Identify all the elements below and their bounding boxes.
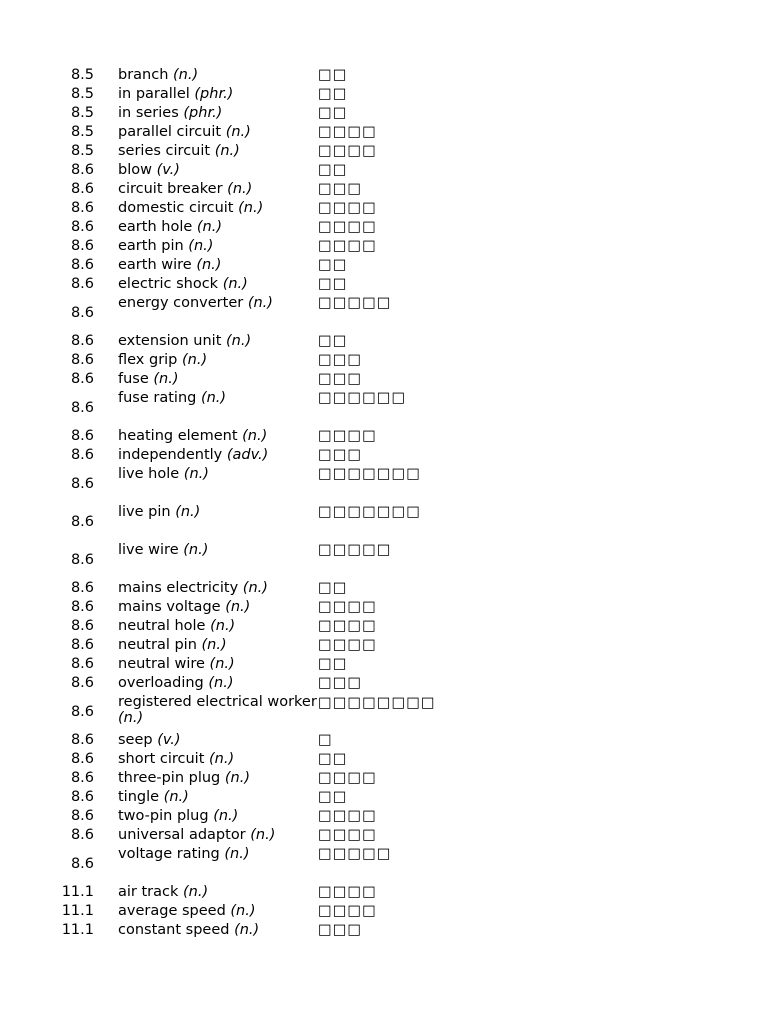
section-number: 8.6 xyxy=(70,656,94,672)
part-of-speech: (n.) xyxy=(214,143,240,159)
section-number: 8.6 xyxy=(70,703,94,720)
section-number: 8.6 xyxy=(70,827,94,843)
glossary-row xyxy=(0,332,768,351)
glossary-row xyxy=(0,750,768,769)
glossary-row xyxy=(0,693,768,731)
chinese-translation: □□ xyxy=(318,105,348,121)
glossary-row xyxy=(0,256,768,275)
glossary-row xyxy=(0,66,768,85)
english-term xyxy=(118,218,318,237)
section-number: 8.6 xyxy=(70,675,94,691)
term-word: independently xyxy=(118,447,223,463)
english-term xyxy=(118,636,318,655)
term-word: neutral pin xyxy=(118,637,197,653)
chinese-translation: □□□□ xyxy=(318,428,377,444)
glossary-row xyxy=(0,275,768,294)
section-number: 8.6 xyxy=(70,333,94,349)
term-word: series circuit xyxy=(118,143,211,159)
part-of-speech: (n.) xyxy=(196,257,222,273)
term-word: in parallel xyxy=(118,86,190,102)
glossary-row xyxy=(0,294,768,332)
section-number: 11.1 xyxy=(61,903,94,919)
glossary-row xyxy=(0,674,768,693)
chinese-translation: □□ xyxy=(318,333,348,349)
section-number: 8.5 xyxy=(70,105,94,121)
part-of-speech: (n.) xyxy=(200,390,227,406)
english-term xyxy=(118,807,318,826)
chinese-translation: □□□ xyxy=(318,675,363,691)
section-number: 8.6 xyxy=(70,618,94,634)
section-number: 8.6 xyxy=(70,580,94,596)
chinese-translation: □□□ xyxy=(318,181,363,197)
chinese-translation: □□□□□□□ xyxy=(318,466,421,482)
part-of-speech: (n.) xyxy=(183,466,209,482)
section-number: 8.6 xyxy=(70,399,94,416)
part-of-speech: (n.) xyxy=(209,751,235,767)
term-word: mains electricity xyxy=(118,580,239,596)
glossary-row xyxy=(0,636,768,655)
part-of-speech: (n.) xyxy=(118,710,144,726)
glossary-row xyxy=(0,218,768,237)
english-term xyxy=(118,237,318,256)
english-term xyxy=(118,370,318,389)
glossary-row xyxy=(0,123,768,142)
glossary-row xyxy=(0,845,768,883)
part-of-speech: (n.) xyxy=(208,675,234,691)
term-word: three-pin plug xyxy=(118,770,221,786)
chinese-translation: □□□□ xyxy=(318,124,377,140)
section-number: 8.5 xyxy=(70,67,94,83)
term-word: in series xyxy=(118,105,179,121)
english-term xyxy=(118,389,318,427)
part-of-speech: (n.) xyxy=(163,789,189,805)
chinese-translation: □□□□ xyxy=(318,808,377,824)
english-term xyxy=(118,826,318,845)
glossary-row xyxy=(0,427,768,446)
chinese-translation: □□□□ xyxy=(318,827,377,843)
glossary-row xyxy=(0,199,768,218)
chinese-translation: □ xyxy=(318,732,333,748)
english-term xyxy=(118,85,318,104)
section-number: 8.6 xyxy=(70,751,94,767)
term-word: branch xyxy=(118,67,169,83)
term-word: air track xyxy=(118,884,179,900)
english-term xyxy=(118,161,318,180)
term-word: registered electrical worker xyxy=(118,694,317,710)
english-term xyxy=(118,902,318,921)
part-of-speech: (n.) xyxy=(230,903,256,919)
glossary-row xyxy=(0,237,768,256)
section-number: 8.6 xyxy=(70,770,94,786)
section-number: 8.6 xyxy=(70,599,94,615)
glossary-row xyxy=(0,579,768,598)
glossary-row xyxy=(0,541,768,579)
glossary-row xyxy=(0,85,768,104)
english-term xyxy=(118,617,318,636)
chinese-translation: □□□□□□□ xyxy=(318,504,421,520)
section-number: 8.6 xyxy=(70,855,94,872)
term-word: live pin xyxy=(118,504,171,520)
glossary-row xyxy=(0,902,768,921)
part-of-speech: (n.) xyxy=(213,808,239,824)
chinese-translation: □□□ xyxy=(318,922,363,938)
glossary-row xyxy=(0,617,768,636)
section-number: 8.6 xyxy=(70,551,94,568)
english-term xyxy=(118,750,318,769)
chinese-translation: □□□□□□ xyxy=(318,390,407,406)
english-term xyxy=(118,598,318,617)
glossary-list xyxy=(0,66,768,940)
english-term xyxy=(118,142,318,161)
chinese-translation: □□ xyxy=(318,751,348,767)
part-of-speech: (n.) xyxy=(247,295,273,311)
term-word: neutral wire xyxy=(118,656,205,672)
part-of-speech: (n.) xyxy=(250,827,276,843)
english-term xyxy=(118,199,318,218)
part-of-speech: (n.) xyxy=(196,219,222,235)
part-of-speech: (v.) xyxy=(156,162,180,178)
section-number: 8.5 xyxy=(70,124,94,140)
part-of-speech: (n.) xyxy=(188,238,214,254)
term-word: flex grip xyxy=(118,352,178,368)
term-word: earth wire xyxy=(118,257,192,273)
part-of-speech: (n.) xyxy=(173,67,199,83)
term-word: average speed xyxy=(118,903,226,919)
part-of-speech: (n.) xyxy=(227,181,253,197)
term-word: circuit breaker xyxy=(118,181,223,197)
glossary-row xyxy=(0,104,768,123)
term-word: universal adaptor xyxy=(118,827,246,843)
chinese-translation: □□ xyxy=(318,257,348,273)
english-term xyxy=(118,769,318,788)
part-of-speech: (n.) xyxy=(226,333,252,349)
chinese-translation: □□□□ xyxy=(318,238,377,254)
term-word: extension unit xyxy=(118,333,222,349)
section-number: 8.5 xyxy=(70,143,94,159)
chinese-translation: □□ xyxy=(318,789,348,805)
english-term xyxy=(118,541,318,579)
part-of-speech: (n.) xyxy=(238,200,264,216)
section-number: 8.6 xyxy=(70,304,94,321)
part-of-speech: (v.) xyxy=(157,732,181,748)
section-number: 8.6 xyxy=(70,732,94,748)
part-of-speech: (n.) xyxy=(234,922,260,938)
chinese-translation: □□□□ xyxy=(318,884,377,900)
glossary-row xyxy=(0,389,768,427)
english-term xyxy=(118,674,318,693)
section-number: 8.6 xyxy=(70,513,94,530)
section-number: 11.1 xyxy=(61,884,94,900)
english-term xyxy=(118,351,318,370)
section-number: 8.6 xyxy=(70,371,94,387)
chinese-translation: □□□□ xyxy=(318,618,377,634)
chinese-translation: □□ xyxy=(318,656,348,672)
glossary-row xyxy=(0,142,768,161)
english-term xyxy=(118,294,318,332)
chinese-translation: □□□□□□□□ xyxy=(318,695,436,711)
chinese-translation: □□□□□ xyxy=(318,542,392,558)
term-word: short circuit xyxy=(118,751,205,767)
english-term xyxy=(118,845,318,883)
english-term xyxy=(118,446,318,465)
chinese-translation: □□□□□ xyxy=(318,846,392,862)
term-word: two-pin plug xyxy=(118,808,209,824)
glossary-row xyxy=(0,465,768,503)
term-word: energy converter xyxy=(118,295,244,311)
section-number: 8.6 xyxy=(70,447,94,463)
chinese-translation: □□□□ xyxy=(318,143,377,159)
section-number: 8.6 xyxy=(70,181,94,197)
section-number: 8.6 xyxy=(70,352,94,368)
term-word: electric shock xyxy=(118,276,219,292)
glossary-row xyxy=(0,883,768,902)
term-word: fuse rating xyxy=(118,390,197,406)
part-of-speech: (n.) xyxy=(242,428,268,444)
english-term xyxy=(118,655,318,674)
section-number: 8.6 xyxy=(70,789,94,805)
section-number: 11.1 xyxy=(61,922,94,938)
english-term xyxy=(118,104,318,123)
chinese-translation: □□□□ xyxy=(318,200,377,216)
chinese-translation: □□□□ xyxy=(318,637,377,653)
section-number: 8.6 xyxy=(70,637,94,653)
english-term xyxy=(118,66,318,85)
glossary-row xyxy=(0,161,768,180)
glossary-row xyxy=(0,351,768,370)
term-word: constant speed xyxy=(118,922,230,938)
english-term xyxy=(118,256,318,275)
chinese-translation: □□□□ xyxy=(318,770,377,786)
part-of-speech: (n.) xyxy=(153,371,179,387)
section-number: 8.6 xyxy=(70,276,94,292)
english-term xyxy=(118,180,318,199)
glossary-row xyxy=(0,788,768,807)
english-term xyxy=(118,275,318,294)
glossary-row xyxy=(0,503,768,541)
part-of-speech: (n.) xyxy=(183,884,209,900)
english-term xyxy=(118,788,318,807)
glossary-row xyxy=(0,921,768,940)
glossary-row xyxy=(0,731,768,750)
term-word: seep xyxy=(118,732,153,748)
section-number: 8.6 xyxy=(70,257,94,273)
chinese-translation: □□□□ xyxy=(318,219,377,235)
glossary-row xyxy=(0,826,768,845)
english-term xyxy=(118,123,318,142)
part-of-speech: (n.) xyxy=(182,352,208,368)
term-word: overloading xyxy=(118,675,204,691)
glossary-row xyxy=(0,655,768,674)
chinese-translation: □□□□ xyxy=(318,599,377,615)
part-of-speech: (n.) xyxy=(175,504,201,520)
chinese-translation: □□□ xyxy=(318,447,363,463)
term-word: neutral hole xyxy=(118,618,206,634)
part-of-speech: (n.) xyxy=(209,656,235,672)
term-word: blow xyxy=(118,162,152,178)
english-term xyxy=(118,427,318,446)
part-of-speech: (n.) xyxy=(225,599,251,615)
chinese-translation: □□ xyxy=(318,276,348,292)
english-term xyxy=(118,921,318,940)
section-number: 8.6 xyxy=(70,162,94,178)
chinese-translation: □□ xyxy=(318,162,348,178)
part-of-speech: (n.) xyxy=(242,580,268,596)
section-number: 8.6 xyxy=(70,808,94,824)
part-of-speech: (n.) xyxy=(224,770,250,786)
section-number: 8.6 xyxy=(70,238,94,254)
part-of-speech: (n.) xyxy=(222,276,248,292)
chinese-translation: □□□□□ xyxy=(318,295,392,311)
term-word: live wire xyxy=(118,542,179,558)
section-number: 8.6 xyxy=(70,219,94,235)
part-of-speech: (adv.) xyxy=(226,447,269,463)
chinese-translation: □□ xyxy=(318,86,348,102)
term-word: mains voltage xyxy=(118,599,221,615)
part-of-speech: (n.) xyxy=(225,124,251,140)
glossary-row xyxy=(0,598,768,617)
glossary-row xyxy=(0,769,768,788)
chinese-translation: □□□ xyxy=(318,352,363,368)
english-term xyxy=(118,579,318,598)
term-word: earth hole xyxy=(118,219,193,235)
chinese-translation: □□ xyxy=(318,67,348,83)
term-word: live hole xyxy=(118,466,180,482)
english-term xyxy=(118,693,318,731)
glossary-row xyxy=(0,446,768,465)
term-word: parallel circuit xyxy=(118,124,222,140)
english-term xyxy=(118,883,318,902)
part-of-speech: (n.) xyxy=(201,637,227,653)
term-word: tingle xyxy=(118,789,160,805)
term-word: domestic circuit xyxy=(118,200,234,216)
term-word: voltage rating xyxy=(118,846,220,862)
chinese-translation: □□ xyxy=(318,580,348,596)
part-of-speech: (n.) xyxy=(210,618,236,634)
glossary-row xyxy=(0,370,768,389)
english-term xyxy=(118,465,318,503)
term-word: fuse xyxy=(118,371,149,387)
section-number: 8.5 xyxy=(70,86,94,102)
term-word: earth pin xyxy=(118,238,184,254)
english-term xyxy=(118,731,318,750)
english-term xyxy=(118,503,318,541)
section-number: 8.6 xyxy=(70,200,94,216)
term-word: heating element xyxy=(118,428,238,444)
part-of-speech: (phr.) xyxy=(183,105,223,121)
section-number: 8.6 xyxy=(70,475,94,492)
glossary-row xyxy=(0,180,768,199)
glossary-row xyxy=(0,807,768,826)
section-number: 8.6 xyxy=(70,428,94,444)
part-of-speech: (n.) xyxy=(224,846,250,862)
english-term xyxy=(118,332,318,351)
part-of-speech: (phr.) xyxy=(194,86,234,102)
chinese-translation: □□□ xyxy=(318,371,363,387)
chinese-translation: □□□□ xyxy=(318,903,377,919)
part-of-speech: (n.) xyxy=(183,542,209,558)
